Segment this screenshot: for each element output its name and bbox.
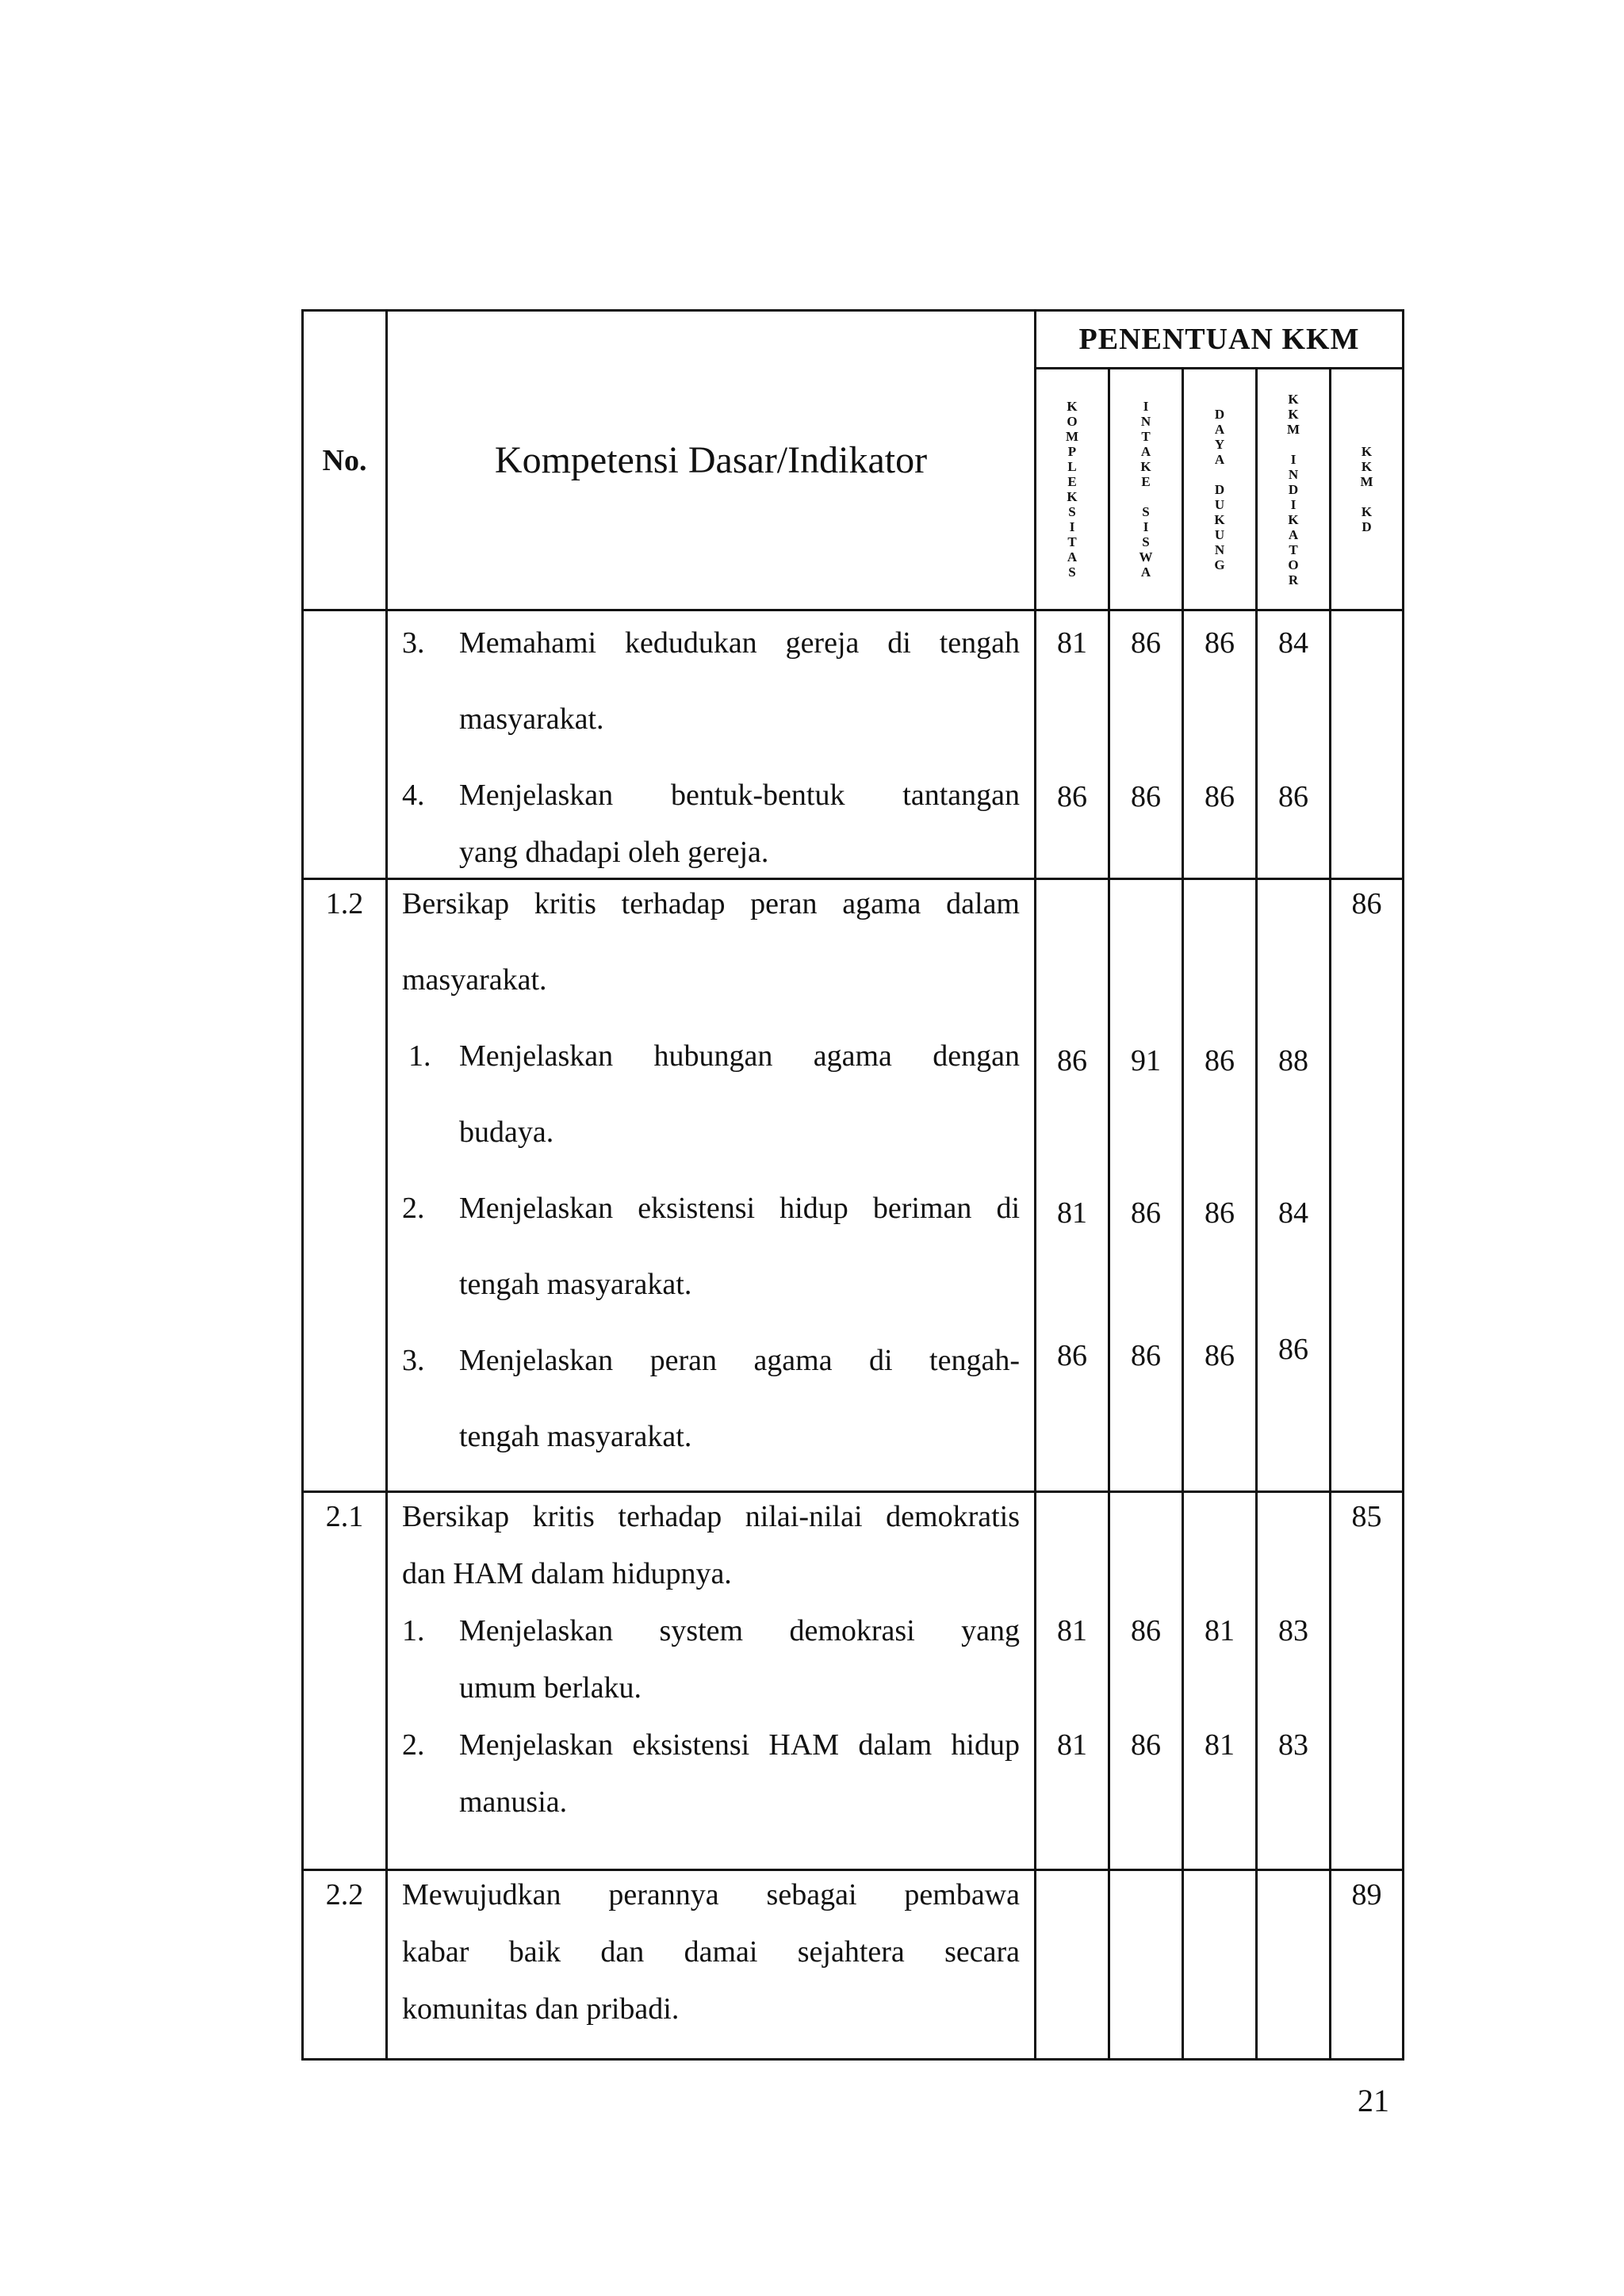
header-letter: I [1069, 519, 1075, 534]
val-daya-dukung [1183, 1870, 1257, 2060]
val-daya-dukung: 86 86 [1183, 610, 1257, 879]
list-item-cont: manusia. [459, 1785, 568, 1819]
header-letter: K [1361, 459, 1373, 474]
row-content [387, 610, 1036, 879]
header-letter: A [1140, 564, 1151, 580]
val-kkm-indikator: 83 83 [1257, 1492, 1331, 1870]
val-kkm-kd: 89 [1331, 1870, 1404, 2060]
val-kkm-indikator: 88 84 86 [1257, 879, 1331, 1492]
table-row [303, 1492, 1404, 1870]
val-kkm-indikator: 84 86 [1257, 610, 1331, 879]
header-letter: U [1214, 526, 1225, 542]
header-letter: G [1214, 557, 1225, 572]
row-title-cont: dan HAM dalam hidupnya. [402, 1557, 732, 1590]
list-item-cont: masyarakat. [459, 702, 604, 736]
table-row [303, 610, 1404, 879]
header-letter [1365, 489, 1368, 504]
row-no: 2.1 [303, 1492, 387, 1870]
header-letter: A [1288, 526, 1299, 542]
header-letter: S [1068, 564, 1076, 580]
val-kompleksitas: 81 86 [1036, 610, 1109, 879]
header-daya-dukung [1183, 369, 1257, 610]
header-no: No. [303, 311, 387, 610]
header-letter: M [1360, 474, 1373, 489]
row-no: 1.2 [303, 879, 387, 1492]
val-kompleksitas: 81 81 [1036, 1492, 1109, 1870]
row-title-cont: kabar baik dan damai sejahtera secara [402, 1935, 1020, 1969]
list-item: 1. Menjelaskan hubungan agama dengan [408, 1039, 1020, 1073]
header-letter: U [1214, 496, 1225, 512]
header-letter: Y [1214, 436, 1225, 452]
val-daya-dukung: 81 81 [1183, 1492, 1257, 1870]
header-letter: A [1214, 451, 1225, 467]
header-letter: D [1214, 406, 1225, 422]
row-title-cont: komunitas dan pribadi. [402, 1992, 680, 2026]
list-item-cont: yang dhadapi oleh gereja. [459, 836, 769, 869]
list-item: 1. Menjelaskan system demokrasi yang [402, 1614, 1020, 1647]
val-intake: 91 86 86 [1109, 879, 1183, 1492]
header-letter: L [1067, 459, 1077, 474]
header-letter [1292, 437, 1295, 452]
row-content [387, 1492, 1036, 1870]
list-item-cont: tengah masyarakat. [459, 1268, 692, 1301]
row-title: Mewujudkan perannya sebagai pembawa [402, 1878, 1020, 1911]
kkm-table [301, 309, 1404, 2061]
row-title-cont: masyarakat. [402, 963, 547, 997]
row-content [387, 879, 1036, 1492]
val-kkm-kd [1331, 610, 1404, 879]
header-letter: K [1140, 459, 1151, 474]
header-letter: S [1142, 504, 1150, 519]
header-letter: M [1065, 429, 1079, 444]
list-item-cont: budaya. [459, 1115, 554, 1149]
header-letter: O [1288, 557, 1299, 572]
header-letter: K [1288, 511, 1299, 527]
header-letter: T [1289, 541, 1298, 557]
list-item: 2. Menjelaskan eksistensi HAM dalam hidup [402, 1728, 1020, 1762]
header-kompleksitas [1036, 369, 1109, 610]
header-letter: O [1067, 414, 1078, 429]
val-kompleksitas: 86 81 86 [1036, 879, 1109, 1492]
list-item: 2. Menjelaskan eksistensi hidup beriman di [402, 1192, 1020, 1225]
header-letter: N [1140, 414, 1151, 429]
header-letter [1144, 489, 1147, 504]
header-letter: S [1068, 504, 1076, 519]
header-letter: I [1290, 451, 1297, 467]
header-letter: N [1288, 466, 1299, 482]
header-letter: K [1067, 399, 1078, 414]
val-daya-dukung: 86 86 86 [1183, 879, 1257, 1492]
header-kompetensi: Kompetensi Dasar/Indikator [387, 311, 1036, 610]
header-letter: D [1288, 481, 1299, 497]
header-penentuan-kkm: PENENTUAN KKM [1036, 311, 1404, 369]
row-no: 2.2 [303, 1870, 387, 2060]
header-kkm-indikator [1257, 369, 1331, 610]
header-letter: A [1140, 444, 1151, 459]
row-title: Bersikap kritis terhadap nilai-nilai demokratis [402, 1500, 1020, 1533]
list-item: 4. Menjelaskan bentuk-bentuk tantangan [402, 779, 1020, 812]
val-kkm-kd: 85 [1331, 1492, 1404, 1870]
header-letter: I [1143, 399, 1149, 414]
list-item: 3. Memahami kedudukan gereja di tengah [402, 626, 1020, 660]
header-letter: K [1288, 406, 1299, 422]
list-item: 3. Menjelaskan peran agama di tengah- [402, 1344, 1020, 1377]
header-letter: W [1139, 549, 1153, 564]
header-letter: A [1214, 421, 1225, 437]
val-kompleksitas [1036, 1870, 1109, 2060]
header-letter: D [1214, 481, 1225, 497]
header-letter: E [1067, 474, 1077, 489]
row-content [387, 1870, 1036, 2060]
list-item-cont: tengah masyarakat. [459, 1420, 692, 1453]
header-letter: K [1067, 489, 1078, 504]
val-intake: 86 86 [1109, 610, 1183, 879]
header-letter: T [1141, 429, 1151, 444]
header-letter: K [1361, 504, 1373, 519]
header-letter: I [1143, 519, 1149, 534]
header-kkm-kd [1331, 369, 1404, 610]
header-letter: E [1141, 474, 1151, 489]
table-row [303, 1870, 1404, 2060]
val-kkm-indikator [1257, 1870, 1331, 2060]
header-letter: I [1290, 496, 1297, 512]
page-number: 21 [1358, 2083, 1389, 2118]
header-letter: P [1067, 444, 1077, 459]
header-letter: R [1288, 572, 1299, 587]
header-letter: D [1362, 519, 1372, 534]
list-item-cont: umum berlaku. [459, 1671, 642, 1705]
val-kkm-kd: 86 [1331, 879, 1404, 1492]
row-no [303, 610, 387, 879]
header-intake-siswa [1109, 369, 1183, 610]
header-letter: T [1067, 534, 1077, 549]
header-letter: S [1142, 534, 1150, 549]
header-letter: M [1286, 421, 1300, 437]
header-letter: K [1288, 391, 1299, 407]
header-letter: A [1067, 549, 1078, 564]
val-intake: 86 86 [1109, 1492, 1183, 1870]
row-title: Bersikap kritis terhadap peran agama dalam [402, 887, 1020, 920]
header-letter: K [1214, 511, 1225, 527]
header-letter: K [1361, 444, 1373, 459]
table-row [303, 879, 1404, 1492]
val-intake [1109, 1870, 1183, 2060]
header-letter: N [1214, 541, 1225, 557]
header-letter [1218, 467, 1221, 482]
